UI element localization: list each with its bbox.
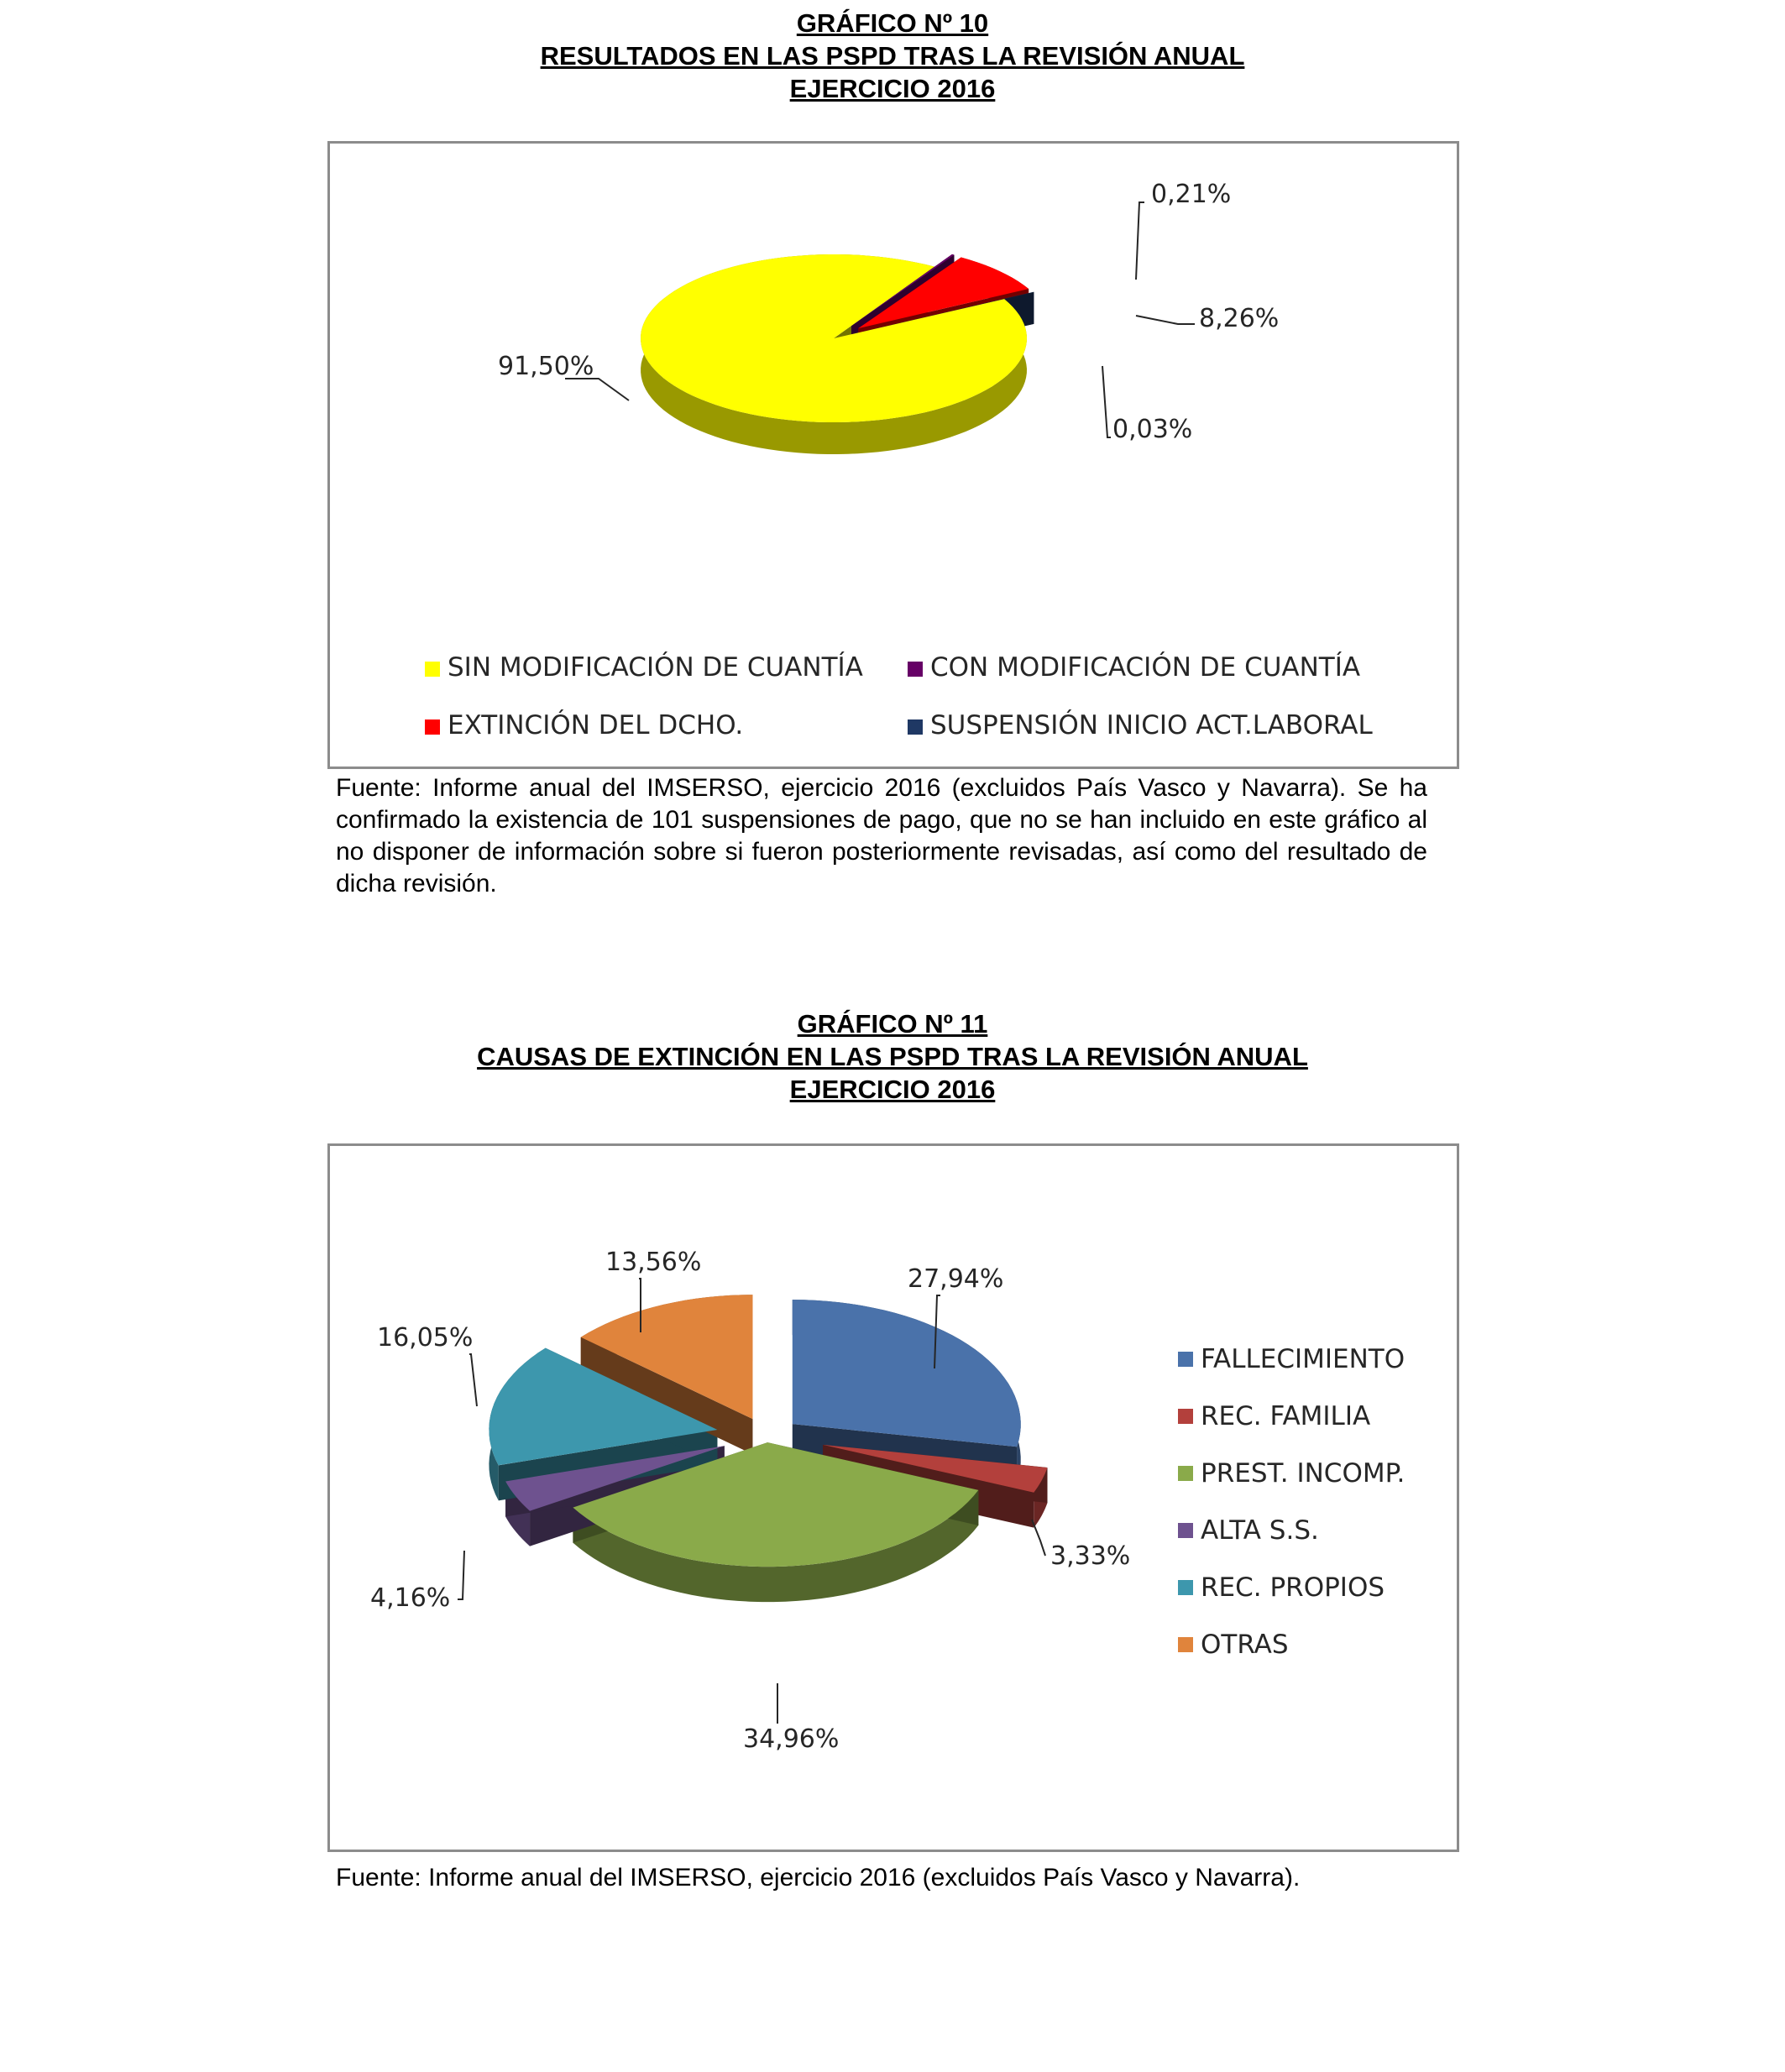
chart10-value-label-sin-modificacion: 91,50% — [498, 352, 594, 381]
chart11-value-label-otras: 13,56% — [605, 1248, 702, 1277]
chart11-frame — [327, 1143, 1459, 1852]
chart11-heading-line3: EJERCICIO 2016 — [789, 1075, 996, 1104]
chart11-value-label-rec-familia: 3,33% — [1050, 1541, 1131, 1571]
chart11-source-note: Fuente: Informe anual del IMSERSO, ejercicio 2016 (excluidos País Vasco y Navarra). — [336, 1864, 1301, 1891]
chart10-legend-swatch-extincion — [425, 719, 440, 735]
chart11-value-label-prest-incomp: 34,96% — [743, 1724, 840, 1754]
chart10-legend-suspension: SUSPENSIÓN INICIO ACT.LABORAL — [930, 710, 1373, 740]
chart11-legend-swatch-rec-propios — [1178, 1580, 1193, 1595]
chart11-value-label-rec-propios: 16,05% — [377, 1323, 474, 1353]
chart11-value-label-alta-ss: 4,16% — [370, 1583, 451, 1613]
chart10-legend-con-modificacion: CON MODIFICACIÓN DE CUANTÍA — [930, 652, 1361, 683]
chart11-value-label-fallecimiento: 27,94% — [908, 1264, 1004, 1294]
chart10-frame — [327, 141, 1459, 769]
chart10-leader-line-1 — [1136, 202, 1144, 280]
chart11-legend-swatch-fallecimiento — [1178, 1352, 1193, 1367]
chart10-legend-extincion: EXTINCIÓN DEL DCHO. — [448, 710, 744, 740]
chart11-legend-swatch-rec-familia — [1178, 1409, 1193, 1424]
chart10-legend-swatch-suspension — [908, 719, 923, 735]
chart10-leader-line-2 — [1136, 316, 1195, 324]
chart11-leader-line-3 — [458, 1551, 464, 1599]
chart10-heading-line3: EJERCICIO 2016 — [789, 74, 996, 103]
chart11-leader-line-1 — [1032, 1520, 1045, 1556]
chart11-pie — [330, 1146, 1457, 1850]
chart10-heading-line2: RESULTADOS EN LAS PSPD TRAS LA REVISIÓN ANUAL — [540, 41, 1245, 71]
chart10-source-note: Fuente: Informe anual del IMSERSO, ejercicio 2016 (excluidos País Vasco y Navarra). Se ha confirmado la existencia de 101 suspensiones de pago, que no se han incluido en este gráfico al no disponer de información sobre si fueron posteriormente revisadas, así como del resultado de dicha revisión. — [336, 774, 1427, 897]
chart11-legend-rec-familia: REC. FAMILIA — [1201, 1401, 1371, 1431]
chart10-value-label-suspension: 0,03% — [1112, 415, 1193, 444]
c11-slice-fallecimiento — [793, 1300, 1021, 1447]
chart11-legend-alta-ss: ALTA S.S. — [1201, 1515, 1319, 1546]
chart10-legend-swatch-sin-modificacion — [425, 662, 440, 677]
chart11-legend-swatch-prest-incomp — [1178, 1466, 1193, 1481]
chart11-leader-line-4 — [469, 1354, 477, 1406]
chart10-heading — [0, 7, 1785, 105]
chart10-pie — [330, 144, 1457, 767]
chart11-heading-line2: CAUSAS DE EXTINCIÓN EN LAS PSPD TRAS LA REVISIÓN ANUAL — [477, 1042, 1308, 1071]
chart10-leader-line-0 — [565, 379, 629, 400]
chart10-legend-swatch-con-modificacion — [908, 662, 923, 677]
chart11-legend-prest-incomp: PREST. INCOMP. — [1201, 1458, 1405, 1489]
chart11-legend-swatch-alta-ss — [1178, 1523, 1193, 1538]
chart11-legend-rec-propios: REC. PROPIOS — [1201, 1572, 1385, 1603]
chart10-legend-sin-modificacion: SIN MODIFICACIÓN DE CUANTÍA — [448, 652, 863, 683]
chart11-legend-fallecimiento: FALLECIMIENTO — [1201, 1344, 1405, 1374]
chart11-heading — [0, 1007, 1785, 1106]
chart11-heading-line1: GRÁFICO Nº 11 — [797, 1009, 988, 1039]
chart10-heading-line1: GRÁFICO Nº 10 — [796, 8, 989, 38]
chart10-value-label-extincion: 8,26% — [1199, 304, 1280, 333]
chart11-legend-swatch-otras — [1178, 1637, 1193, 1652]
chart11-legend-otras: OTRAS — [1201, 1630, 1289, 1660]
chart10-value-label-con-modificacion: 0,21% — [1151, 180, 1232, 209]
chart10-leader-line-3 — [1102, 366, 1111, 437]
